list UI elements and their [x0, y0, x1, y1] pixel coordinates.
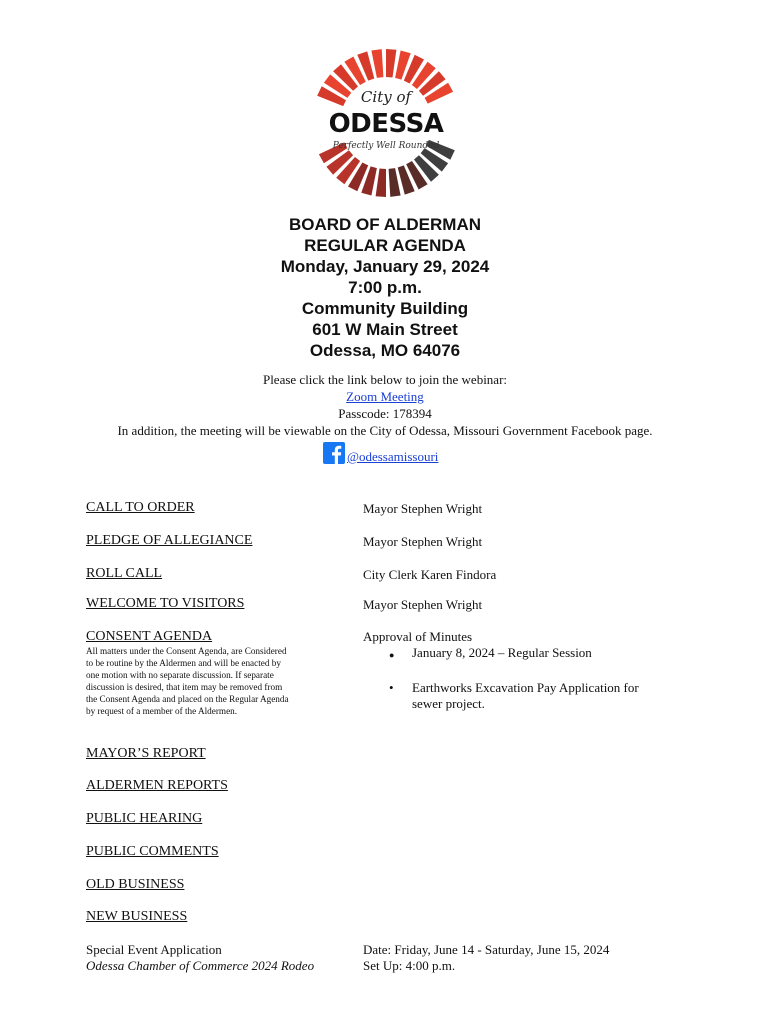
aldermen-reports-heading: ALDERMEN REPORTS — [86, 778, 228, 793]
logo-bottom-ray — [376, 169, 386, 198]
call-to-order-heading: CALL TO ORDER — [86, 500, 195, 515]
minutes-item-text: January 8, 2024 – Regular Session — [412, 645, 592, 660]
old-business-heading: OLD BUSINESS — [86, 877, 185, 892]
webinar-instruction: Please click the link below to join the webinar: — [262, 372, 508, 387]
bullet-icon: • — [389, 680, 394, 695]
meeting-header — [0, 214, 770, 361]
consent-agenda-heading: CONSENT AGENDA — [86, 629, 213, 644]
bullet-icon: ● — [389, 650, 395, 660]
pledge-heading: PLEDGE OF ALLEGIANCE — [86, 533, 253, 548]
pay-item-line1: Earthworks Excavation Pay Application for — [412, 680, 639, 695]
welcome-heading: WELCOME TO VISITORS — [86, 596, 245, 611]
new-business-heading: NEW BUSINESS — [86, 909, 188, 924]
event-date: Date: Friday, June 14 - Saturday, June 15, 2024 — [363, 942, 610, 957]
roll-call-presenter: City Clerk Karen Findora — [363, 567, 497, 582]
public-hearing-heading: PUBLIC HEARING — [86, 811, 203, 826]
event-application-org: Odessa Chamber of Commerce 2024 Rodeo — [86, 958, 315, 973]
approval-of-minutes: Approval of Minutes — [363, 629, 473, 644]
logo-top-ray — [386, 49, 396, 78]
consent-agenda-note: All matters under the Consent Agenda, are Considered to be routine by the Aldermen and will be enacted by one motion with no separate discussion. If separate discussion is desired, that item may be removed from the Consent Agenda and placed on the Regular Agenda by request of a member of the Aldermen. — [86, 646, 289, 716]
logo-bottom-ray — [389, 168, 401, 197]
logo-sunburst-icon — [312, 44, 460, 202]
welcome-presenter: Mayor Stephen Wright — [363, 597, 483, 612]
facebook-icon[interactable] — [323, 442, 345, 464]
list-item — [389, 680, 669, 714]
city-logo — [312, 44, 460, 202]
meeting-city: Odessa, MO 64076 — [309, 341, 461, 360]
pledge-presenter: Mayor Stephen Wright — [363, 534, 483, 549]
logo-city-text: City of — [360, 88, 412, 106]
roll-call-heading: ROLL CALL — [86, 566, 163, 581]
mayors-report-heading: MAYOR’S REPORT — [86, 746, 206, 761]
event-application-title: Special Event Application — [86, 942, 222, 957]
meeting-street: 601 W Main Street — [312, 320, 458, 339]
meeting-date: Monday, January 29, 2024 — [280, 257, 490, 276]
logo-name-text: ODESSA — [328, 109, 444, 139]
list-item — [389, 645, 649, 661]
facebook-note: In addition, the meeting will be viewable on the City of Odessa, Missouri Government Facebook page. — [117, 423, 653, 438]
facebook-handle-link[interactable]: @odessamissouri — [347, 449, 439, 464]
agenda-type: REGULAR AGENDA — [304, 236, 466, 255]
event-setup-time: Set Up: 4:00 p.m. — [363, 958, 456, 973]
public-comments-heading: PUBLIC COMMENTS — [86, 844, 219, 859]
pay-item-line2: sewer project. — [412, 696, 485, 711]
logo-tagline-text: Perfectly Well Rounded — [332, 141, 440, 151]
call-to-order-presenter: Mayor Stephen Wright — [363, 501, 483, 516]
webinar-info — [0, 371, 770, 439]
meeting-time: 7:00 p.m. — [348, 278, 422, 297]
webinar-passcode: Passcode: 178394 — [338, 406, 432, 421]
meeting-venue: Community Building — [301, 299, 469, 318]
zoom-meeting-link[interactable]: Zoom Meeting — [346, 389, 424, 404]
facebook-row — [323, 438, 438, 464]
board-title: BOARD OF ALDERMAN — [288, 215, 482, 234]
logo-top-ray — [371, 49, 383, 78]
